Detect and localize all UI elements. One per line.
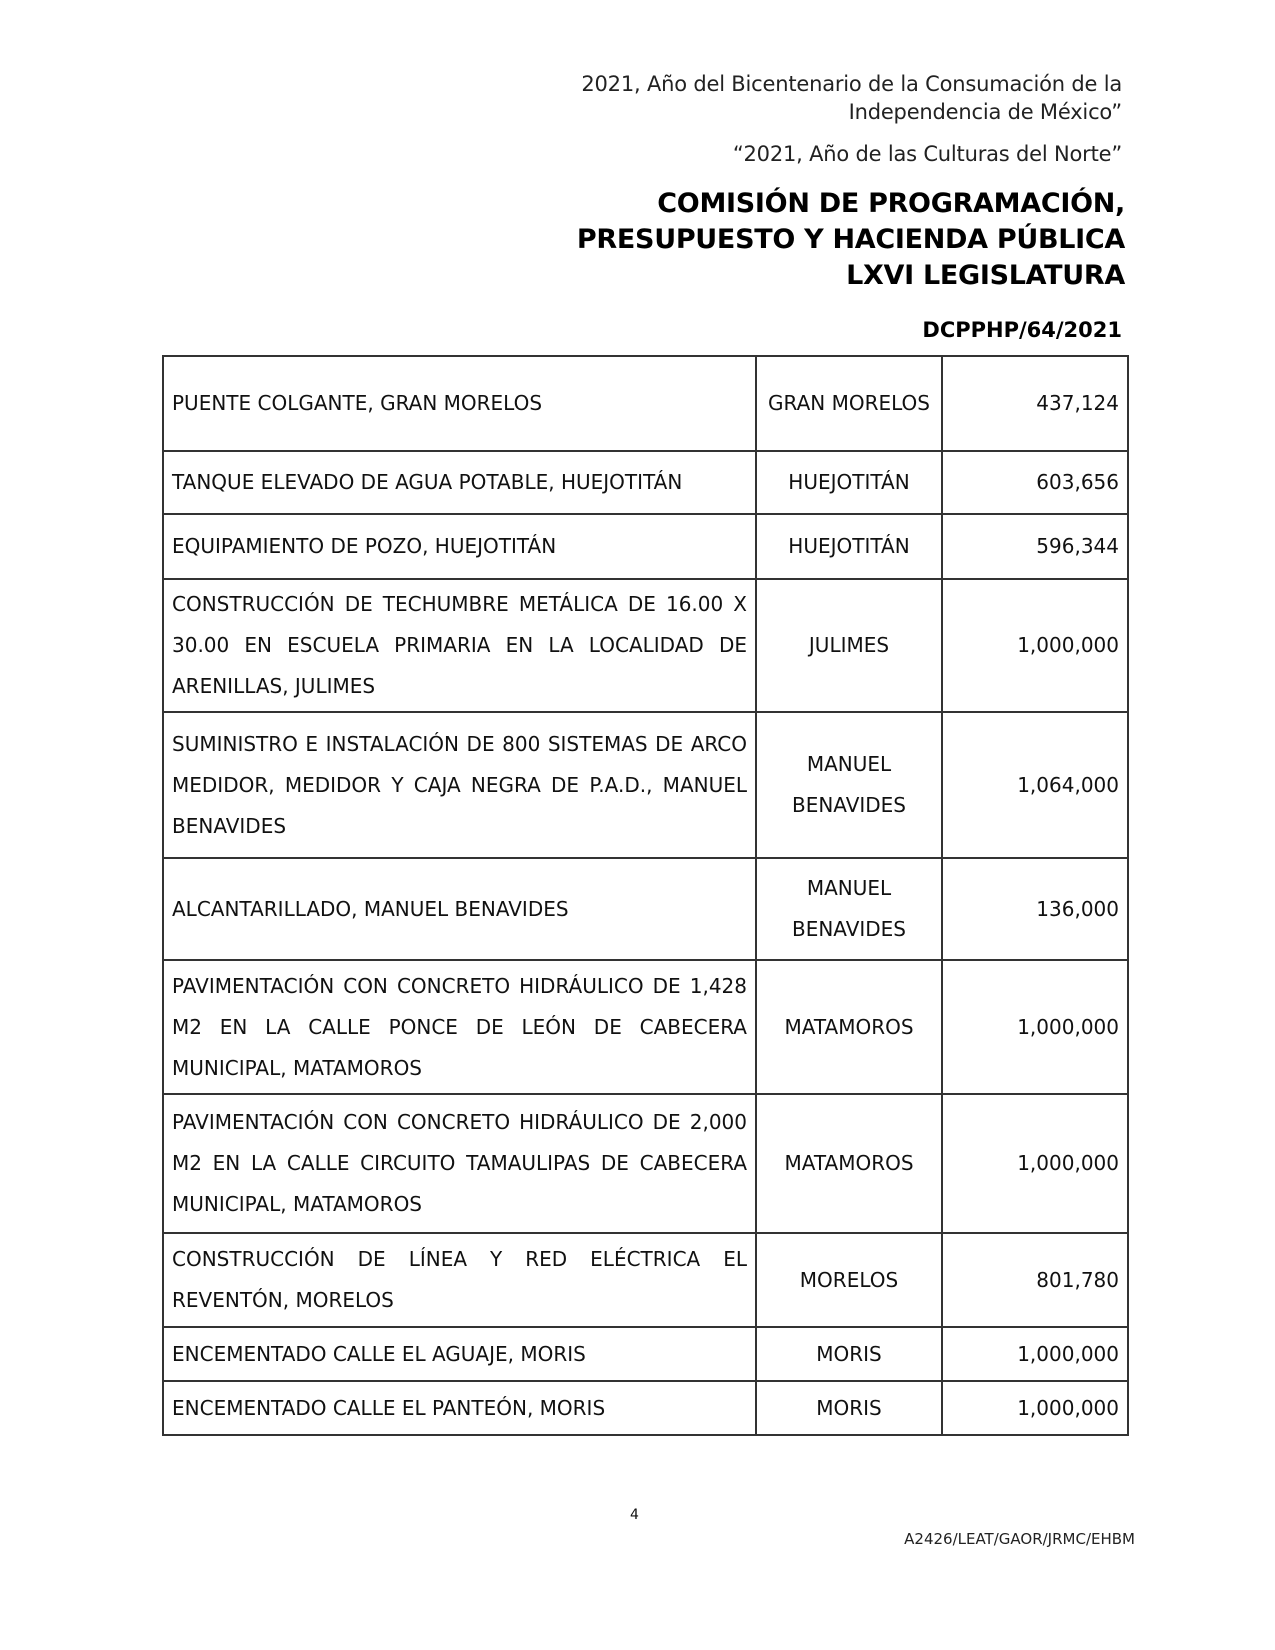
amount-cell: 1,000,000 bbox=[942, 1094, 1128, 1233]
description-cell: PAVIMENTACIÓN CON CONCRETO HIDRÁULICO DE 2,000 M2 EN LA CALLE CIRCUITO TAMAULIPAS DE CABECERA MUNICIPAL, MATAMOROS bbox=[163, 1094, 756, 1233]
table-row bbox=[163, 1233, 1128, 1327]
municipality-cell: MATAMOROS bbox=[756, 960, 942, 1094]
amount-cell: 603,656 bbox=[942, 451, 1128, 514]
footer-code: A2426/LEAT/GAOR/JRMC/EHBM bbox=[904, 1530, 1135, 1548]
description-cell: PUENTE COLGANTE, GRAN MORELOS bbox=[163, 356, 756, 451]
description-cell: PAVIMENTACIÓN CON CONCRETO HIDRÁULICO DE 1,428 M2 EN LA CALLE PONCE DE LEÓN DE CABECERA MUNICIPAL, MATAMOROS bbox=[163, 960, 756, 1094]
motto-line-1: 2021, Año del Bicentenario de la Consumación de la bbox=[581, 72, 1122, 96]
document-reference: DCPPHP/64/2021 bbox=[922, 318, 1122, 342]
municipality-cell: HUEJOTITÁN bbox=[756, 451, 942, 514]
amount-cell: 1,000,000 bbox=[942, 1327, 1128, 1381]
amount-cell: 1,000,000 bbox=[942, 1381, 1128, 1435]
description-cell: CONSTRUCCIÓN DE TECHUMBRE METÁLICA DE 16.00 X 30.00 EN ESCUELA PRIMARIA EN LA LOCALIDAD DE ARENILLAS, JULIMES bbox=[163, 579, 756, 712]
description-cell: ENCEMENTADO CALLE EL AGUAJE, MORIS bbox=[163, 1327, 756, 1381]
committee-title bbox=[577, 186, 1125, 294]
table-row bbox=[163, 712, 1128, 858]
table-row bbox=[163, 514, 1128, 579]
municipality-cell: MORIS bbox=[756, 1327, 942, 1381]
municipality-cell: JULIMES bbox=[756, 579, 942, 712]
amount-cell: 1,000,000 bbox=[942, 960, 1128, 1094]
motto-line-3: “2021, Año de las Culturas del Norte” bbox=[732, 142, 1122, 166]
municipality-cell: HUEJOTITÁN bbox=[756, 514, 942, 579]
table-row bbox=[163, 1094, 1128, 1233]
table-row bbox=[163, 579, 1128, 712]
municipality-cell: MORIS bbox=[756, 1381, 942, 1435]
amount-cell: 437,124 bbox=[942, 356, 1128, 451]
table-row bbox=[163, 356, 1128, 451]
municipality-cell: GRAN MORELOS bbox=[756, 356, 942, 451]
description-cell: ENCEMENTADO CALLE EL PANTEÓN, MORIS bbox=[163, 1381, 756, 1435]
page-number: 4 bbox=[630, 1507, 639, 1523]
table-row bbox=[163, 1327, 1128, 1381]
description-cell: ALCANTARILLADO, MANUEL BENAVIDES bbox=[163, 858, 756, 960]
municipality-cell: MORELOS bbox=[756, 1233, 942, 1327]
municipality-cell: MANUEL BENAVIDES bbox=[756, 712, 942, 858]
title-line-3: LXVI LEGISLATURA bbox=[846, 260, 1125, 291]
municipality-cell: MANUEL BENAVIDES bbox=[756, 858, 942, 960]
municipality-cell: MATAMOROS bbox=[756, 1094, 942, 1233]
table-row bbox=[163, 451, 1128, 514]
amount-cell: 1,000,000 bbox=[942, 579, 1128, 712]
description-cell: CONSTRUCCIÓN DE LÍNEA Y RED ELÉCTRICA EL REVENTÓN, MORELOS bbox=[163, 1233, 756, 1327]
amount-cell: 801,780 bbox=[942, 1233, 1128, 1327]
amount-cell: 1,064,000 bbox=[942, 712, 1128, 858]
description-cell: SUMINISTRO E INSTALACIÓN DE 800 SISTEMAS DE ARCO MEDIDOR, MEDIDOR Y CAJA NEGRA DE P.A.D., MANUEL BENAVIDES bbox=[163, 712, 756, 858]
table-row bbox=[163, 960, 1128, 1094]
amount-cell: 596,344 bbox=[942, 514, 1128, 579]
amount-cell: 136,000 bbox=[942, 858, 1128, 960]
motto-line-2: Independencia de México” bbox=[848, 100, 1122, 124]
description-cell: EQUIPAMIENTO DE POZO, HUEJOTITÁN bbox=[163, 514, 756, 579]
title-line-2: PRESUPUESTO Y HACIENDA PÚBLICA bbox=[576, 224, 1125, 255]
table-row bbox=[163, 1381, 1128, 1435]
header-motto bbox=[581, 70, 1122, 126]
description-cell: TANQUE ELEVADO DE AGUA POTABLE, HUEJOTITÁN bbox=[163, 451, 756, 514]
projects-table bbox=[162, 355, 1129, 1436]
title-line-1: COMISIÓN DE PROGRAMACIÓN, bbox=[657, 188, 1125, 219]
table-row bbox=[163, 858, 1128, 960]
